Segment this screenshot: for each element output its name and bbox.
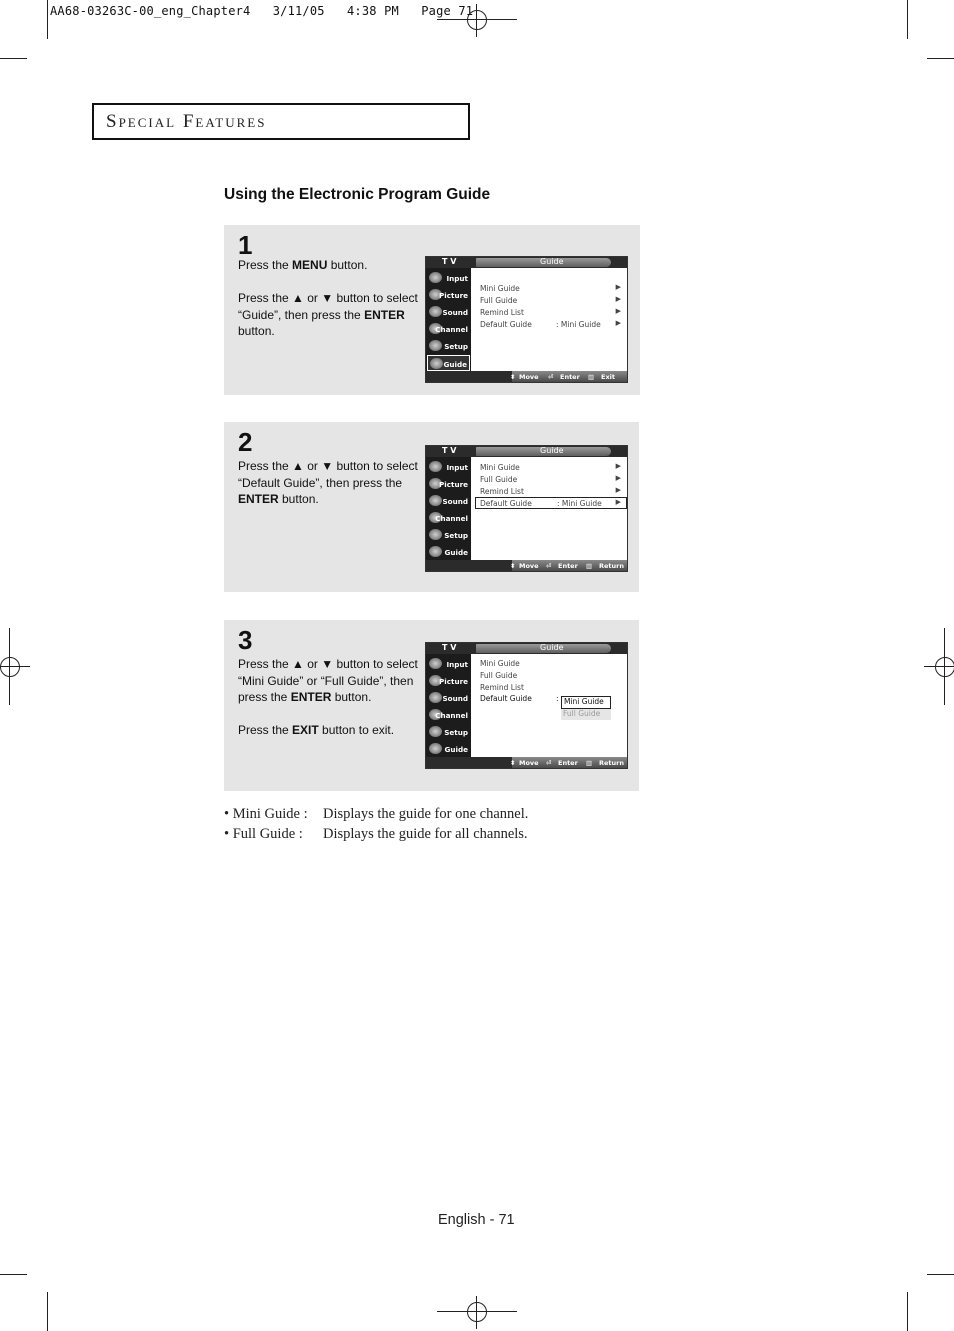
osd-sidebar-item-setup: Setup bbox=[427, 527, 470, 543]
osd-sidebar-item-guide: Guide bbox=[427, 741, 470, 757]
osd-sidebar-item-input: Input bbox=[427, 656, 470, 672]
osd-menu-item-selected: Default Guide : Mini Guide ▶ bbox=[475, 497, 627, 509]
input-icon bbox=[429, 461, 442, 472]
guide-notes bbox=[224, 806, 644, 846]
tv-menu-screen bbox=[425, 642, 628, 769]
osd-sidebar-item-sound: Sound bbox=[427, 304, 470, 320]
osd-menu-item: Remind List bbox=[480, 683, 524, 692]
step-text bbox=[238, 458, 418, 524]
menu-icon: ▥ bbox=[586, 759, 593, 767]
osd-sidebar-item-input: Input bbox=[427, 459, 470, 475]
guide-icon bbox=[429, 743, 442, 754]
arrow-right-icon: ▶ bbox=[615, 498, 621, 506]
osd-menu-item: Full Guide ▶ bbox=[480, 295, 621, 305]
osd-sidebar-item-picture: Picture bbox=[427, 287, 470, 303]
arrow-right-icon: ▶ bbox=[615, 319, 621, 327]
print-slug: AA68-03263C-00_eng_Chapter4 3/11/05 4:38 PM Page 71 bbox=[50, 4, 474, 18]
osd-sidebar-item-input: Input bbox=[427, 270, 470, 286]
osd-tv-label: T V bbox=[442, 446, 457, 455]
enter-icon: ⏎ bbox=[548, 373, 554, 381]
osd-tab-label: Guide bbox=[540, 446, 564, 455]
osd-menu-item: Mini Guide bbox=[480, 659, 520, 668]
osd-sidebar-item-sound: Sound bbox=[427, 493, 470, 509]
osd-tv-label: T V bbox=[442, 643, 457, 652]
dropdown-option-mini-guide: Mini Guide bbox=[561, 696, 611, 709]
input-icon bbox=[429, 272, 442, 283]
menu-icon: ▥ bbox=[588, 373, 595, 381]
arrow-right-icon: ▶ bbox=[615, 307, 621, 315]
default-guide-dropdown bbox=[561, 696, 611, 720]
osd-menu-item: Full Guide ▶ bbox=[480, 474, 621, 484]
osd-sidebar-item-channel: Channel bbox=[427, 707, 470, 723]
osd-sidebar bbox=[426, 654, 471, 757]
osd-sidebar-item-setup: Setup bbox=[427, 338, 470, 354]
step-number: 1 bbox=[238, 230, 253, 260]
osd-help-bar: ⬍ Move ⏎ Enter ▥ Return bbox=[426, 560, 627, 571]
step-text bbox=[238, 257, 418, 357]
section-title: Special Features bbox=[106, 111, 267, 132]
osd-sidebar-item-channel: Channel bbox=[427, 321, 470, 337]
osd-sidebar-item-sound: Sound bbox=[427, 690, 470, 706]
tv-menu-screen bbox=[425, 445, 628, 572]
step-panel-3 bbox=[224, 620, 639, 791]
move-icon: ⬍ bbox=[510, 759, 516, 767]
setup-icon bbox=[429, 726, 442, 737]
osd-menu-item: Remind List ▶ bbox=[480, 307, 621, 317]
osd-sidebar-item-guide: Guide bbox=[427, 355, 470, 371]
osd-tab-label: Guide bbox=[540, 643, 564, 652]
arrow-right-icon: ▶ bbox=[615, 462, 621, 470]
sound-icon bbox=[429, 692, 442, 703]
page-number: English - 71 bbox=[438, 1212, 515, 1228]
dropdown-option-full-guide: Full Guide bbox=[561, 709, 611, 720]
arrow-right-icon: ▶ bbox=[615, 474, 621, 482]
list-item: • Mini Guide : Displays the guide for one channel. bbox=[224, 806, 529, 822]
sound-icon bbox=[429, 306, 442, 317]
osd-menu-item: Remind List ▶ bbox=[480, 486, 621, 496]
enter-icon: ⏎ bbox=[546, 759, 552, 767]
step-instruction: Press the ▲ or ▼ button to select “Mini Guide” or “Full Guide”, then press the ENTER button. bbox=[238, 657, 418, 705]
osd-menu-item: Default Guide : Mini Guide ▶ bbox=[480, 319, 621, 329]
osd-menu-item: Full Guide bbox=[480, 671, 518, 680]
page-heading: Using the Electronic Program Guide bbox=[224, 186, 491, 203]
input-icon bbox=[429, 658, 442, 669]
arrow-right-icon: ▶ bbox=[615, 283, 621, 291]
arrow-right-icon: ▶ bbox=[615, 295, 621, 303]
move-icon: ⬍ bbox=[510, 373, 516, 381]
setup-icon bbox=[429, 340, 442, 351]
osd-sidebar-item-setup: Setup bbox=[427, 724, 470, 740]
guide-icon bbox=[429, 546, 442, 557]
menu-icon: ▥ bbox=[586, 562, 593, 570]
step-instruction: Press the MENU button. bbox=[238, 258, 368, 272]
osd-tv-label: T V bbox=[442, 257, 457, 266]
osd-menu-item: Mini Guide ▶ bbox=[480, 283, 621, 293]
osd-help-bar: ⬍ Move ⏎ Enter ▥ Exit bbox=[426, 371, 627, 382]
osd-help-bar: ⬍ Move ⏎ Enter ▥ Return bbox=[426, 757, 627, 768]
step-panel-1 bbox=[224, 225, 640, 395]
osd-menu-item: Mini Guide ▶ bbox=[480, 462, 621, 472]
osd-sidebar-item-picture: Picture bbox=[427, 476, 470, 492]
tv-menu-screen bbox=[425, 256, 628, 383]
step-panel-2 bbox=[224, 422, 639, 592]
step-text bbox=[238, 656, 418, 756]
osd-tab-label: Guide bbox=[540, 257, 564, 266]
sound-icon bbox=[429, 495, 442, 506]
list-item: • Full Guide : Displays the guide for all channels. bbox=[224, 826, 528, 842]
setup-icon bbox=[429, 529, 442, 540]
step-number: 3 bbox=[238, 625, 253, 655]
enter-icon: ⏎ bbox=[546, 562, 552, 570]
osd-sidebar-item-channel: Channel bbox=[427, 510, 470, 526]
step-instruction: Press the EXIT button to exit. bbox=[238, 723, 395, 738]
osd-sidebar bbox=[426, 457, 471, 560]
step-instruction: Press the ▲ or ▼ button to select “Default Guide”, then press the ENTER button. bbox=[238, 459, 418, 507]
osd-menu-item-active: Default Guide : bbox=[480, 694, 559, 703]
move-icon: ⬍ bbox=[510, 562, 516, 570]
osd-sidebar-item-picture: Picture bbox=[427, 673, 470, 689]
step-instruction: Press the ▲ or ▼ button to select “Guide”, then press the ENTER button. bbox=[238, 291, 418, 339]
osd-sidebar bbox=[426, 268, 471, 371]
step-number: 2 bbox=[238, 427, 253, 457]
guide-icon bbox=[430, 358, 443, 369]
arrow-right-icon: ▶ bbox=[615, 486, 621, 494]
osd-sidebar-item-guide: Guide bbox=[427, 544, 470, 560]
